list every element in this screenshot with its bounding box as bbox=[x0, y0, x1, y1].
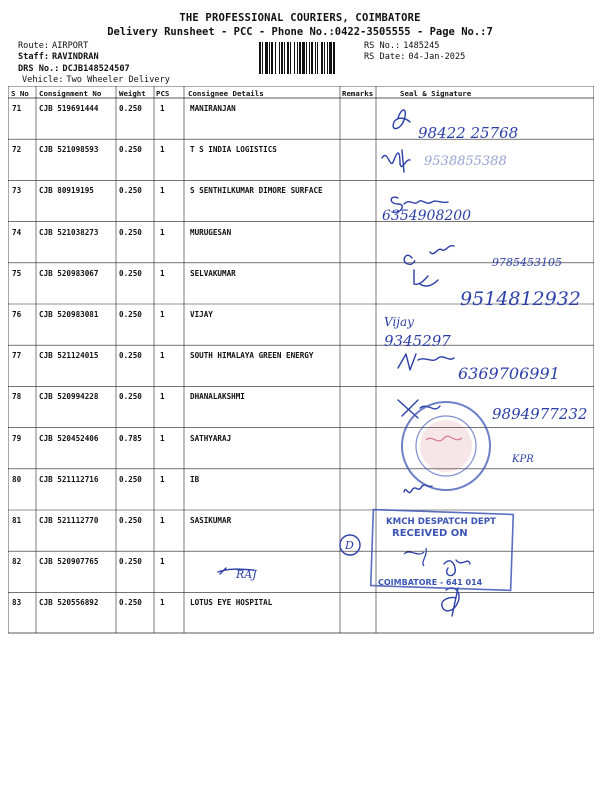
col-header-consignee: Consignee Details bbox=[188, 89, 264, 98]
pcs-cell: 1 bbox=[160, 598, 165, 608]
drs-label: DRS No.: bbox=[18, 64, 60, 74]
company-title: THE PROFESSIONAL COURIERS, COIMBATORE bbox=[179, 12, 421, 24]
weight-cell: 0.250 bbox=[119, 474, 142, 484]
weight-cell: 0.250 bbox=[119, 557, 142, 567]
consignment-no-cell: CJB 521124015 bbox=[39, 351, 99, 361]
pcs-cell: 1 bbox=[160, 392, 165, 402]
consignee-cell: SOUTH HIMALAYA GREEN ENERGY bbox=[190, 351, 314, 361]
runsheet-table bbox=[8, 86, 594, 634]
pcs-cell: 1 bbox=[160, 268, 165, 278]
handwritten-phone-71: 98422 25768 bbox=[418, 124, 519, 142]
consignment-no-cell: CJB 521112770 bbox=[39, 516, 99, 525]
weight-cell: 0.250 bbox=[119, 145, 142, 155]
consignee-cell: SATHYARAJ bbox=[190, 433, 232, 443]
sno-cell: 73 bbox=[12, 186, 22, 196]
consignment-no-cell: CJB 80919195 bbox=[39, 186, 94, 196]
pcs-cell: 1 bbox=[160, 145, 165, 155]
sno-cell: 72 bbox=[12, 145, 22, 155]
sno-cell: 79 bbox=[12, 433, 22, 443]
consignment-no-cell: CJB 521112716 bbox=[39, 474, 99, 484]
consignee-cell: LOTUS EYE HOSPITAL bbox=[190, 598, 273, 608]
stamp-line1: KMCH DESPATCH DEPT bbox=[386, 517, 496, 527]
consignment-no-cell: CJB 521038273 bbox=[39, 227, 99, 237]
rs-number-info bbox=[364, 41, 439, 51]
sno-cell: 74 bbox=[12, 227, 22, 237]
pcs-cell: 1 bbox=[160, 474, 165, 484]
sno-cell: 81 bbox=[12, 516, 22, 525]
col-header-remarks: Remarks bbox=[342, 89, 374, 98]
rs-date-value: 04-Jan-2025 bbox=[408, 52, 466, 62]
route-info bbox=[18, 41, 88, 51]
route-label: Route: bbox=[18, 41, 50, 51]
consignment-no-cell: CJB 520983067 bbox=[39, 268, 99, 278]
pcs-cell: 1 bbox=[160, 557, 165, 567]
col-header-sno: S No bbox=[11, 89, 29, 98]
handwritten-phone-73: 6354908200 bbox=[382, 208, 472, 224]
vehicle-value: Two Wheeler Delivery bbox=[66, 75, 170, 85]
consignment-no-cell: CJB 520907765 bbox=[39, 557, 99, 567]
pcs-cell: 1 bbox=[160, 104, 165, 113]
handwritten-phone-76: 9345297 bbox=[384, 332, 451, 350]
sno-cell: 83 bbox=[12, 598, 22, 608]
col-header-consignment: Consignment No bbox=[39, 89, 102, 98]
weight-cell: 0.250 bbox=[119, 516, 142, 525]
pcs-cell: 1 bbox=[160, 516, 165, 525]
consignee-cell: VIJAY bbox=[190, 310, 213, 319]
consignment-no-cell: CJB 521098593 bbox=[39, 145, 99, 155]
handwritten-name-76: Vijay bbox=[384, 315, 414, 329]
handwritten-phone-78: 9894977232 bbox=[492, 405, 588, 423]
consignment-no-cell: CJB 520983081 bbox=[39, 310, 99, 319]
weight-cell: 0.250 bbox=[119, 186, 142, 196]
rs-number-label: RS No.: bbox=[364, 41, 401, 51]
handwritten-note-79: KPR bbox=[512, 454, 534, 465]
consignee-cell: MANIRANJAN bbox=[190, 104, 236, 113]
weight-cell: 0.250 bbox=[119, 598, 142, 608]
weight-cell: 0.250 bbox=[119, 227, 142, 237]
consignee-cell: SASIKUMAR bbox=[190, 516, 232, 525]
consignment-no-cell: CJB 520994228 bbox=[39, 392, 99, 402]
consignment-no-cell: CJB 520452406 bbox=[39, 433, 99, 443]
stamp-line3: COIMBATORE - 641 014 bbox=[378, 578, 483, 587]
weight-cell: 0.785 bbox=[119, 433, 142, 443]
consignee-cell: S SENTHILKUMAR DIMORE SURFACE bbox=[190, 186, 323, 196]
pcs-cell: 1 bbox=[160, 433, 165, 443]
route-value: AIRPORT bbox=[52, 41, 89, 51]
col-header-pcs: PCS bbox=[156, 89, 170, 98]
col-header-seal-signature: Seal & Signature bbox=[400, 89, 472, 98]
staff-info bbox=[18, 52, 99, 62]
runsheet-subtitle: Delivery Runsheet - PCC - Phone No.:0422-3505555 - Page No.:7 bbox=[107, 26, 493, 38]
pcs-cell: 1 bbox=[160, 310, 165, 319]
pcs-cell: 1 bbox=[160, 227, 165, 237]
rs-number-value: 1485245 bbox=[403, 41, 440, 51]
pcs-cell: 1 bbox=[160, 186, 165, 196]
consignment-no-cell: CJB 520556892 bbox=[39, 598, 99, 608]
sno-cell: 82 bbox=[12, 557, 22, 567]
handwritten-phone-74: 9785453105 bbox=[492, 256, 562, 269]
sno-cell: 78 bbox=[12, 392, 22, 402]
weight-cell: 0.250 bbox=[119, 268, 142, 278]
pcs-cell: 1 bbox=[160, 351, 165, 361]
handwritten-phone-72: 9538855388 bbox=[424, 154, 507, 169]
sno-cell: 71 bbox=[12, 104, 22, 113]
rs-date-info bbox=[364, 52, 465, 62]
circled-mark-letter: D bbox=[345, 539, 354, 552]
consignee-cell: MURUGESAN bbox=[190, 227, 232, 237]
vehicle-info bbox=[22, 75, 170, 85]
handwritten-phone-75: 9514812932 bbox=[460, 288, 581, 310]
vehicle-label: Vehicle: bbox=[22, 75, 64, 85]
barcode-image bbox=[258, 42, 358, 74]
handwritten-note-82: RAJ bbox=[236, 568, 257, 581]
drs-info bbox=[18, 64, 130, 74]
handwritten-phone-77: 6369706991 bbox=[458, 364, 560, 383]
sno-cell: 76 bbox=[12, 310, 22, 319]
sno-cell: 75 bbox=[12, 268, 22, 278]
sno-cell: 80 bbox=[12, 474, 22, 484]
weight-cell: 0.250 bbox=[119, 392, 142, 402]
consignee-cell: IB bbox=[190, 474, 200, 484]
consignee-cell: T S INDIA LOGISTICS bbox=[190, 145, 277, 155]
sno-cell: 77 bbox=[12, 351, 22, 361]
staff-label: Staff: bbox=[18, 52, 50, 62]
consignee-cell: DHANALAKSHMI bbox=[190, 392, 245, 402]
consignee-cell: SELVAKUMAR bbox=[190, 268, 236, 278]
consignment-no-cell: CJB 519691444 bbox=[39, 104, 99, 113]
col-header-weight: Weight bbox=[119, 89, 146, 98]
drs-value: DCJB148524507 bbox=[62, 64, 130, 74]
weight-cell: 0.250 bbox=[119, 104, 142, 113]
weight-cell: 0.250 bbox=[119, 310, 142, 319]
stamp-line2: RECEIVED ON bbox=[392, 528, 468, 539]
staff-value: RAVINDRAN bbox=[52, 52, 99, 62]
rs-date-label: RS Date: bbox=[364, 52, 406, 62]
weight-cell: 0.250 bbox=[119, 351, 142, 361]
